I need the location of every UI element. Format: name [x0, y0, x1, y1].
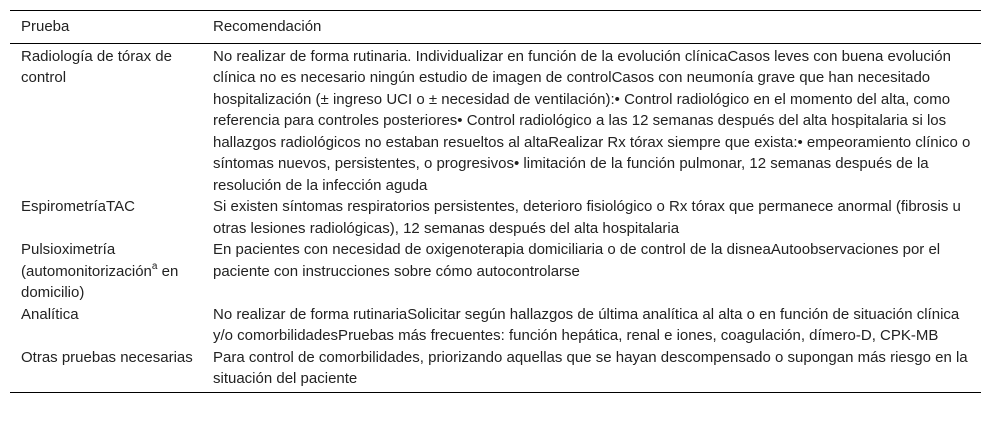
cell-test [10, 239, 202, 304]
table-body [10, 43, 981, 392]
cell-recommendation: No realizar de forma rutinaria. Individualizar en función de la evolución clínicaCasos leves con buena evolución clínica no es necesario ningún estudio de imagen de controlCasos con neumonía grave que han necesitado hospitalización (± ingreso UCI o ± necesidad de ventilación):• Control radiológico en el momento del alta, como referencia para controles posteriores• Control radiológico a las 12 semanas después del alta hospitalaria si los hallazgos radiológicos no estaban resueltos al altaRealizar Rx tórax siempre que exista:• empeoramiento clínico o síntomas nuevos, persistentes, o progresivos• limitación de la función pulmonar, 12 semanas después de la resolución de la infección aguda [213, 47, 971, 194]
table-header [10, 11, 981, 44]
cell-test: Analítica [21, 305, 79, 323]
cell-test: Radiología de tórax de control [21, 47, 172, 86]
header-recommendation: Recomendación [202, 11, 981, 44]
table-row [10, 304, 981, 347]
table-row [10, 239, 981, 304]
table-row [10, 196, 981, 239]
table-row [10, 347, 981, 393]
cell-test: Otras pruebas necesarias [10, 347, 202, 393]
recommendations-table [10, 10, 981, 393]
cell-recommendation: Si existen síntomas respiratorios persistentes, deterioro fisiológico o Rx tórax que permanece anormal (fibrosis u otras lesiones radiológicas), 12 semanas después del alta hospitalaria [213, 198, 961, 237]
cell-recommendation: Para control de comorbilidades, priorizando aquellas que se hayan descompensado o supongan más riesgo en la situación del paciente [202, 347, 981, 393]
footnote-marker: a [151, 260, 158, 272]
cell-recommendation: En pacientes con necesidad de oxigenoterapia domiciliaria o de control de la disneaAutoobservaciones por el paciente con instrucciones sobre cómo autocontrolarse [213, 241, 941, 280]
table-row [10, 43, 981, 196]
recommendations-table-container [10, 10, 981, 393]
cell-test-main: Pulsioximetría (automonitorización [21, 241, 152, 280]
cell-test-tail: en domicilio) [21, 262, 179, 301]
cell-recommendation: No realizar de forma rutinariaSolicitar según hallazgos de última analítica al alta o en función de situación clínica y/o comorbilidadesPruebas más frecuentes: función hepática, renal e iones, coagulación, dímero-D, CPK-MB [213, 305, 960, 344]
header-test: Prueba [10, 11, 202, 44]
cell-test: EspirometríaTAC [21, 198, 135, 215]
header-row [10, 11, 981, 44]
